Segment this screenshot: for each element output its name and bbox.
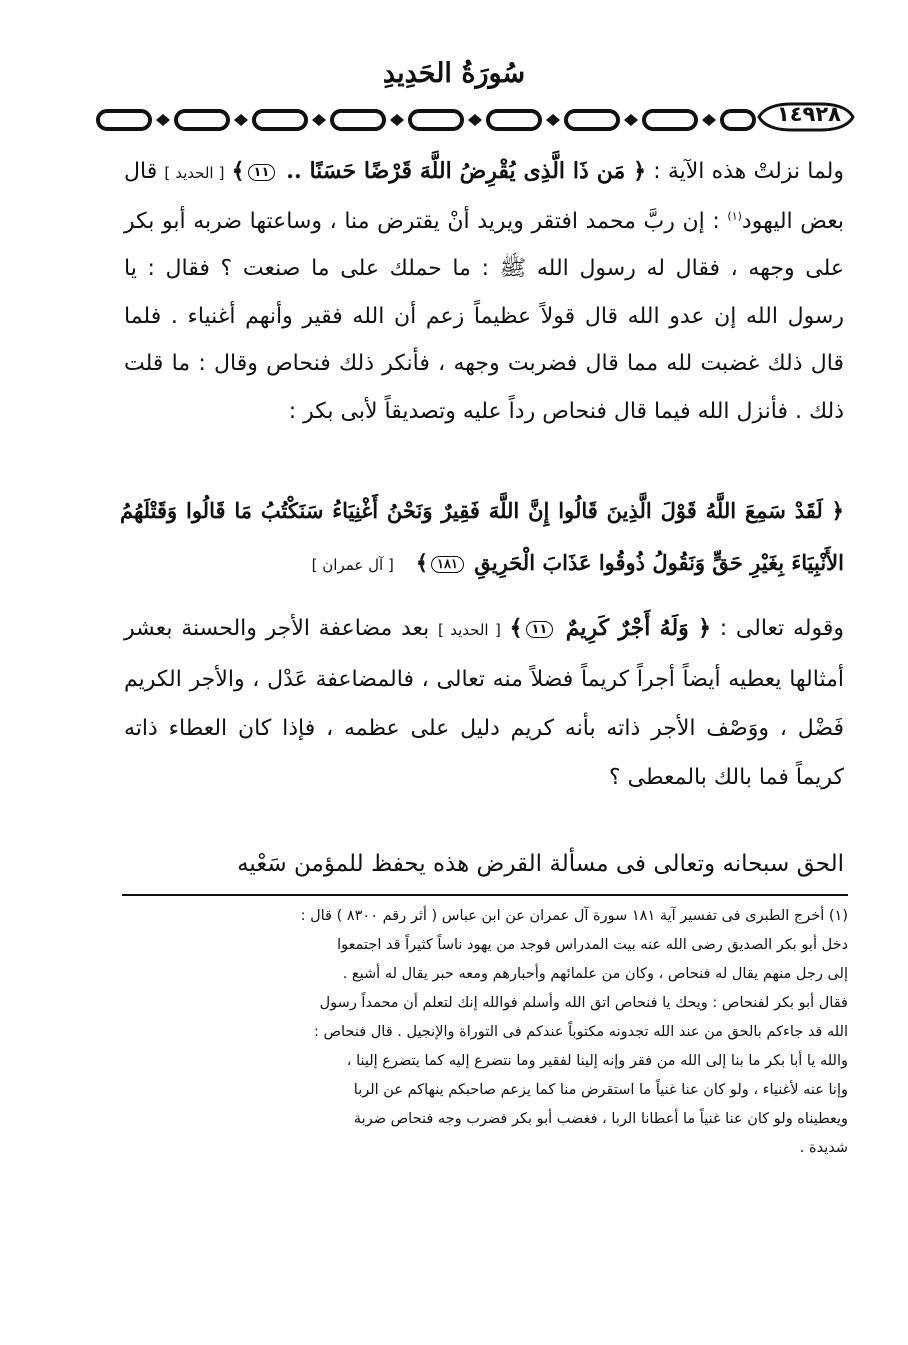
footnote-line: وإنا عنه لأغنياء ، ولو كان عنا غنياً ما استقرض منا كما يزعم صاحبكم ينهاكم عن الربا [353, 1082, 848, 1098]
footnote-line: ويعطيناه ولو كان عنا غنياً ما أعطانا الربا ، فغضب أبو بكر فضرب وجه فنحاص ضربة [353, 1111, 848, 1127]
intro-text: ولما نزلتْ هذه الآية : [646, 159, 845, 184]
page-header [96, 100, 861, 142]
surah-reference: [ الحديد ] [437, 621, 501, 639]
footnote-divider [122, 894, 848, 896]
main-text-continued [124, 604, 844, 802]
footnote-marker[interactable]: (١) [727, 209, 742, 223]
verse-close-bracket: ﴾ [509, 615, 523, 641]
footnote-line: شديدة . [799, 1140, 848, 1156]
footnote-line: (١) أخرج الطبرى فى تفسير آية ١٨١ سورة آل عمران عن ابن عباس ( أثر رقم ٨٣٠٠ ) قال : [300, 908, 848, 924]
verse-close-bracket: ﴾ [415, 550, 429, 575]
ayah-number: ١٨١ [431, 556, 464, 573]
quoted-verse [120, 485, 844, 591]
chain-ornament [96, 107, 756, 133]
paragraph-text: بعد مضاعفة الأجر والحسنة بعشر أمثالها يعطيه أيضاً أجراً كريماً فضلاً منه تعالى ، فالمضاعفة عَدْل ، والأجر الكريم فَضْل ، ووَصْف الأجر ذاته بأنه كريم دليل على عظمه ، فإذا كان العطاء ذاته كريماً فما بالك بالمعطى ؟ [124, 616, 844, 790]
footnote [120, 902, 848, 1163]
surah-reference: [ الحديد ] [164, 164, 225, 182]
paragraph-1 [124, 148, 844, 435]
closing-line: الحق سبحانه وتعالى فى مسألة القرض هذه يحفظ للمؤمن سَعْيه [237, 851, 844, 877]
verse-text: ﴿ وَلَهُ أَجْرٌ كَرِيمٌ [556, 615, 712, 641]
intro-text: وقوله تعالى : [711, 616, 844, 641]
verse-close-bracket: ﴾ [231, 158, 245, 184]
verse-text: ﴿ لَقَدْ سَمِعَ اللَّهُ قَوْلَ الَّذِينَ قَالُوا إِنَّ اللَّهَ فَقِيرٌ وَنَحْنُ أَغْنِيَاءُ سَنَكْتُبُ مَا قَالُوا وَقَتْلَهُمُ الأَنْبِيَاءَ بِغَيْرِ حَقٍّ وَنَقُولُ ذُوقُوا عَذَابَ الْحَرِيقِ [120, 498, 844, 575]
paragraph-text: : إن ربَّ محمد افتقر ويريد أنْ يقترض منا ، وساعتها ضربه أبو بكر على وجهه ، فقال له رسول الله ﷺ : ما حملك على ما صنعت ؟ فقال : يا رسول الله إن عدو الله قال قولاً عظيماً زعم أن الله فقير وأنهم أغنياء . فلما قال ذلك غضبت لله مما قال فضربت وجهه ، فأنكر ذلك فنحاص وقال : ما قلت ذلك . فأنزل الله فيما قال فنحاص رداً عليه وتصديقاً لأبى بكر : [124, 208, 844, 424]
footnote-line: والله يا أبا بكر ما بنا إلى الله من فقر وإنه إلينا لفقير وما نتضرع إليه كما يتضرع إلينا ، [346, 1053, 848, 1069]
footnote-line: فقال أبو بكر لفنحاص : ويحك يا فنحاص اتق الله وأسلم فوالله إنك لتعلم أن محمداً رسول [319, 995, 848, 1011]
footnote-line: إلى رجل منهم يقال له فنحاص ، وكان من علمائهم وأحبارهم ومعه حبر يقال له أشيع . [342, 966, 848, 982]
narration-text: قال بعض اليهود [124, 159, 844, 234]
page-number: ١٤٩٢٨ [776, 102, 841, 126]
surah-title: سُورَةُ الحَدِيدِ [382, 58, 526, 89]
ayah-number: ١١ [248, 164, 276, 181]
surah-reference: [ آل عمران ] [311, 556, 394, 574]
paragraph-2 [124, 604, 844, 802]
verse-text: ﴿ مَن ذَا الَّذِى يُقْرِضُ اللَّهَ قَرْضًا حَسَنًا .. [278, 158, 646, 184]
ayah-number: ١١ [526, 621, 554, 638]
main-text [124, 148, 844, 435]
footnote-line: الله قد جاءكم بالحق من عند الله تجدونه مكتوباً عندكم فى التوراة والإنجيل . قال فنحاص : [314, 1024, 848, 1040]
footnote-line: دخل أبو بكر الصديق رضى الله عنه بيت المدراس فوجد من يهود ناساً كثيراً قد اجتمعوا [337, 937, 848, 953]
